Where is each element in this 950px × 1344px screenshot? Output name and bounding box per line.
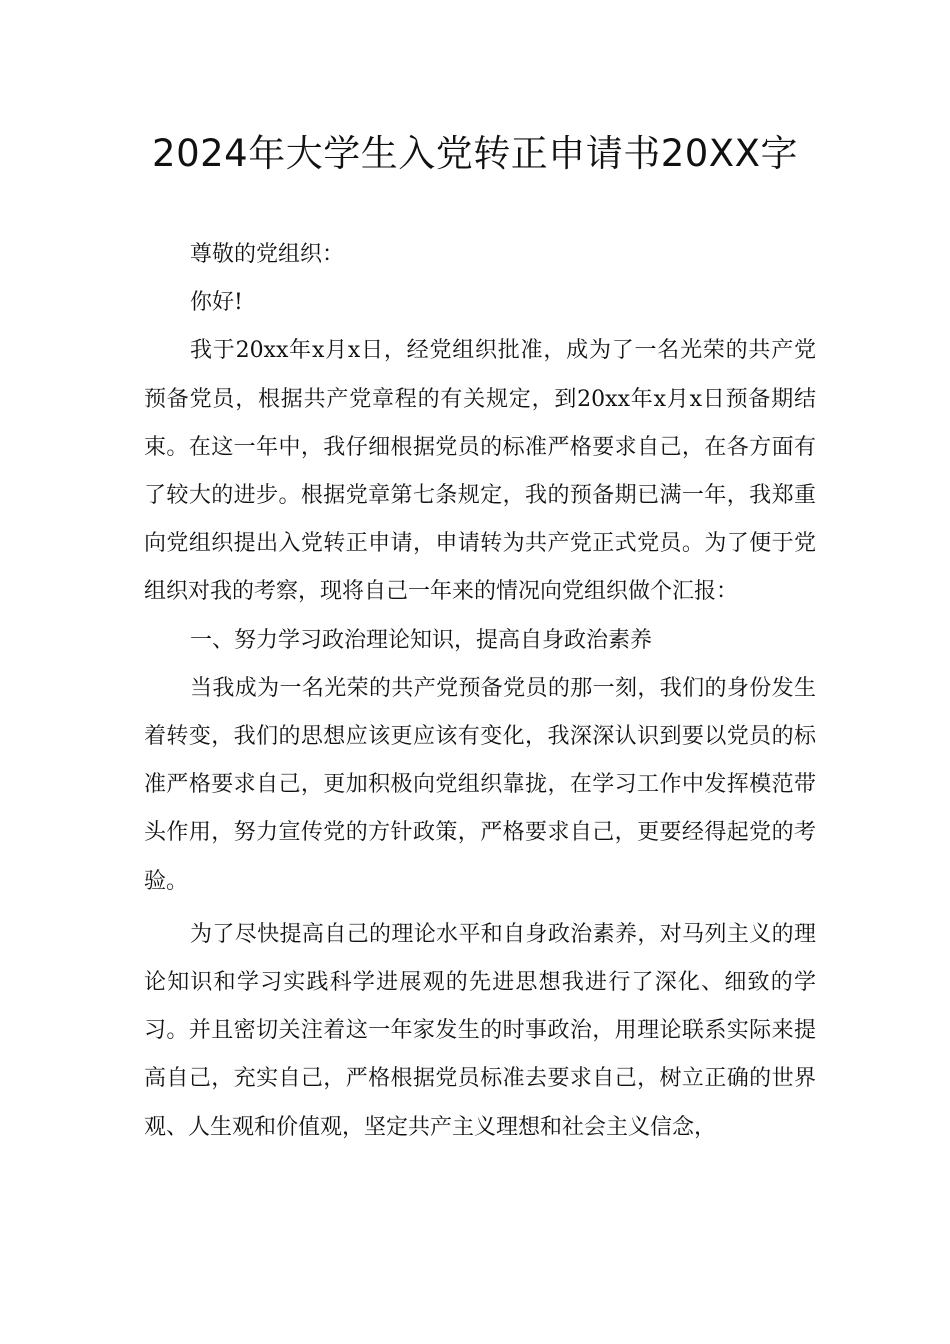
body-paragraph-study: 为了尽快提高自己的理论水平和自身政治素养，对马列主义的理论知识和学习实践科学进展观的先进思想我进行了深化、细致的学习。并且密切关注着这一年家发生的时事政治，用理论联系实际来提高自己，充实自己，严格根据党员标准去要求自己，树立正确的世界观、人生观和价值观，坚定共产主义理想和社会主义信念， [144, 921, 816, 1140]
document-body [144, 231, 816, 1152]
body-paragraph-intro: 我于20xx年x月x日，经党组织批准，成为了一名光荣的共产党预备党员，根据共产党章程的有关规定，到20xx年x月x日预备期结束。在这一年中，我仔细根据党员的标准严格要求自己，在各方面有了较大的进步。根据党章第七条规定，我的预备期已满一年，我郑重向党组织提出入党转正申请，申请转为共产党正式党员。为了便于党组织对我的考察，现将自己一年来的情况向党组织做个汇报： [144, 338, 816, 605]
document-title: 2024年大学生入党转正申请书20XX字 [152, 132, 798, 175]
section-heading-1: 一、努力学习政治理论知识，提高自身政治素养 [190, 627, 653, 653]
greeting: 你好! [190, 290, 243, 316]
salutation: 尊敬的党组织： [190, 242, 345, 267]
body-paragraph-section-1: 当我成为一名光荣的共产党预备党员的那一刻，我们的身份发生着转变，我们的思想应该更应该有变化，我深深认识到要以党员的标准严格要求自己，更加积极向党组织靠拢，在学习工作中发挥模范带头作用，努力宣传党的方针政策，严格要求自己，更要经得起党的考验。 [144, 675, 816, 894]
